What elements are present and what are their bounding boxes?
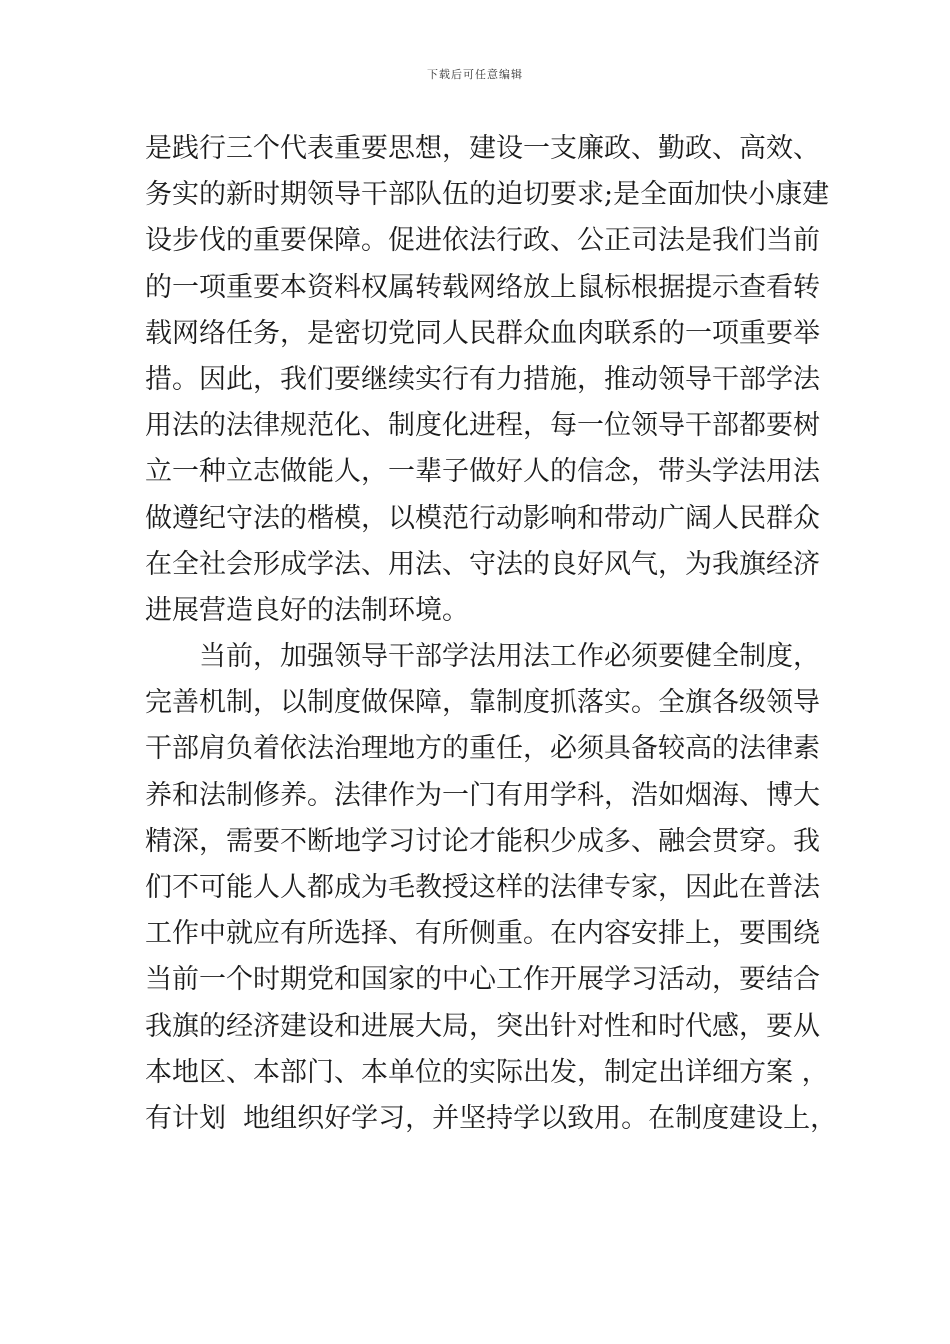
text-line: 措。因此，我们要继续实行有力措施，推动领导干部学法 (145, 363, 820, 395)
text-line: 我旗的经济建设和进展大局，突出针对性和时代感，要从 (145, 1010, 820, 1042)
text-line: 当前一个时期党和国家的中心工作开展学习活动，要结合 (145, 964, 820, 996)
text-line: 立一种立志做能人，一辈子做好人的信念，带头学法用法 (145, 456, 820, 488)
body-text (145, 126, 838, 1142)
text-line: 本地区、本部门、本单位的实际出发，制定出详细方案 ， (145, 1056, 829, 1088)
text-line: 干部肩负着依法治理地方的重任，必须具备较高的法律素 (145, 733, 820, 765)
text-line: 们不可能人人都成为毛教授这样的法律专家，因此在普法 (145, 872, 820, 903)
text-line: 精深，需要不断地学习讨论才能积少成多、融会贯穿。我 (145, 825, 820, 857)
text-line: 进展营造良好的法制环境。 (145, 594, 469, 626)
text-line: 做遵纪守法的楷模，以模范行动影响和带动广阔人民群众 (145, 502, 820, 534)
text-line: 用法的法律规范化、制度化进程，每一位领导干部都要树 (145, 410, 820, 442)
text-line: 养和法制修养。法律作为一门有用学科，浩如烟海、博大 (145, 779, 820, 811)
paragraph-1 (145, 126, 830, 634)
text-line: 有计划 地组织好学习，并坚持学以致用。在制度建设上， (145, 1102, 838, 1134)
text-line: 务实的新时期领导干部队伍的迫切要求;是全面加快小康建 (145, 179, 830, 211)
text-line: 设步伐的重要保障。促进依法行政、公正司法是我们当前 (145, 225, 820, 257)
text-line: 完善机制，以制度做保障，靠制度抓落实。全旗各级领导 (145, 687, 820, 719)
text-line: 当前，加强领导干部学法用法工作必须要健全制度， (199, 641, 820, 673)
text-line: 载网络任务，是密切党同人民群众血肉联系的一项重要举 (145, 317, 820, 349)
paragraph-2 (145, 634, 838, 1142)
text-line: 的一项重要本资料权属转载网络放上鼠标根据提示查看转 (145, 271, 820, 303)
text-line: 是践行三个代表重要思想，建设一支廉政、勤政、高效、 (145, 133, 820, 164)
text-line: 工作中就应有所选择、有所侧重。在内容安排上，要围绕 (145, 918, 820, 950)
text-line: 在全社会形成学法、用法、守法的良好风气，为我旗经济 (145, 548, 820, 580)
page-header-note: 下载后可任意编辑 (427, 68, 523, 81)
